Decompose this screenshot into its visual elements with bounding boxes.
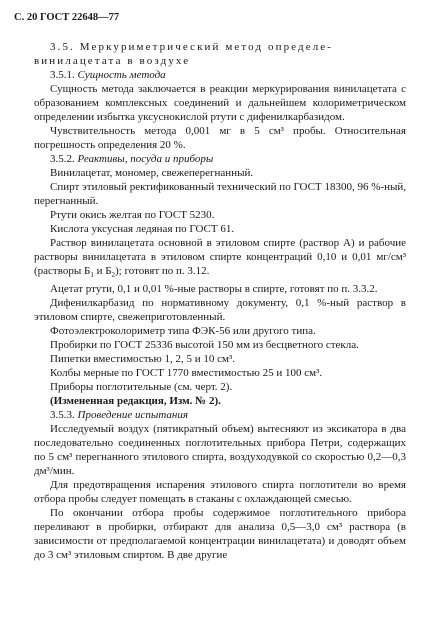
test-paragraph: Для предотвращения испарения этилового спирта поглотители во время отбора пробы следует помещать в стаканы с охлаждающей смесью. <box>34 479 406 506</box>
amendment-note: (Измененная редакция, Изм. № 2). <box>50 395 221 408</box>
subsection-3-5-2-title: Реактивы, посуда и приборы <box>77 153 214 165</box>
subsection-3-5-1-number: 3.5.1. <box>50 69 75 81</box>
reagent-item: Ртути окись желтая по ГОСТ 5230. <box>50 209 215 221</box>
subsection-3-5-1-title: Сущность метода <box>77 69 166 81</box>
test-paragraph: Исследуемый воздух (пятикратный объем) вытесняют из эксикатора в два последовательно соединенных поглотительных прибора Петри, содержащих по 5 см³ перегнанного этилового спирта, воздуходувкой со скоростью 0,2—0,3 дм³/мин. <box>34 423 406 478</box>
section-3-5-title-line2: винилацетата в воздухе <box>34 55 191 67</box>
subsection-3-5-2 <box>34 152 406 166</box>
paragraph-essence: Сущность метода заключается в реакции меркурирования винилацетата с образованием комплексных соединений и дальнейшем колориметрическом определении избытка уксуснокислой ртути с дифенилкарбазидом. <box>34 83 406 123</box>
reagent-item: Фотоэлектроколориметр типа ФЭК-56 или другого типа. <box>50 325 316 338</box>
reagent-item: Винилацетат, мономер, свежеперегнанный. <box>50 167 254 179</box>
test-paragraph: По окончании отбора пробы содержимое поглотительного прибора переливают в пробирки, отбирают для анализа 0,5—3,0 см³ раствора (в зависимости от предполагаемой концентрации винилацетата) и доводят объем до 3 см³ этиловым спиртом. В две другие <box>34 507 406 562</box>
reagent-text: ); готовят по п. 3.12. <box>115 265 210 277</box>
subscript: 2 <box>111 271 116 280</box>
reagent-item <box>34 236 406 282</box>
reagent-text: и Б <box>93 265 112 277</box>
subsection-3-5-3-number: 3.5.3. <box>50 409 75 422</box>
reagent-text: Раствор винилацетата основной в этиловом спирте (раствор А) и рабочие растворы винилацетата в этиловом спирте концентраций 0,10 и 0,01 мг/см³ (растворы Б <box>34 237 406 277</box>
paragraph-sensitivity: Чувствительность метода 0,001 мг в 5 см³ пробы. Относительная погрешность определения 20 %. <box>34 125 406 151</box>
subsection-3-5-1 <box>34 68 406 82</box>
subscript: 1 <box>90 271 94 280</box>
reagent-item: Пипетки вместимостью 1, 2, 5 и 10 см³. <box>50 353 236 366</box>
subsection-3-5-3 <box>34 408 406 422</box>
reagent-item: Колбы мерные по ГОСТ 1770 вместимостью 25 и 100 см³. <box>50 367 323 380</box>
section-3-5-title-line1: 3.5. Меркуриметрический метод определе- <box>50 41 334 53</box>
reagent-item: Спирт этиловый ректификованный технический по ГОСТ 18300, 96 %-ный, перегнанный. <box>34 181 406 207</box>
reagent-item: Приборы поглотительные (см. черт. 2). <box>50 381 233 394</box>
subsection-3-5-2-number: 3.5.2. <box>50 153 75 165</box>
subsection-3-5-3-title: Проведение испытания <box>77 409 188 422</box>
reagent-item: Кислота уксусная ледяная по ГОСТ 61. <box>50 223 235 235</box>
reagent-item: Ацетат ртути, 0,1 и 0,01 %-ные растворы в спирте, готовят по п. 3.3.2. <box>50 283 378 296</box>
page-header: С. 20 ГОСТ 22648—77 <box>14 12 120 23</box>
reagent-item: Дифенилкарбазид по нормативному документу, 0,1 %-ный раствор в этиловом спирте, свежеприготовленный. <box>34 297 406 324</box>
reagent-item: Пробирки по ГОСТ 25336 высотой 150 мм из бесцветного стекла. <box>50 339 359 352</box>
document-body <box>34 40 406 562</box>
